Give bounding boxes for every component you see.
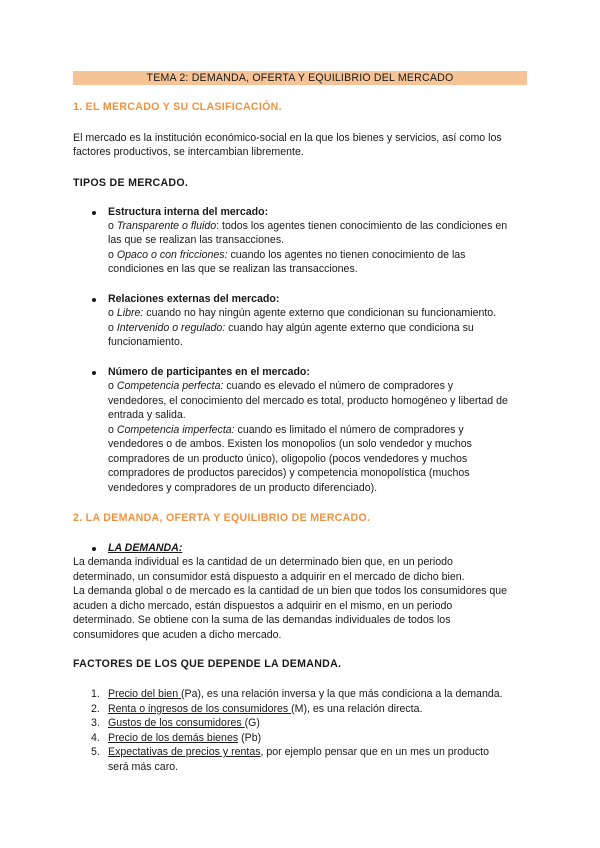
tipos-heading: TIPOS DE MERCADO. — [73, 177, 189, 189]
group3-title: Número de participantes en el mercado: — [108, 366, 310, 378]
title-bar — [73, 71, 527, 85]
factor-number: 3. — [91, 717, 100, 729]
group3-line-4: o Competencia imperfecta: cuando es limitado el número de compradores y — [108, 424, 464, 436]
intro-line-2: factores productivos, se intercambian libremente. — [73, 146, 304, 158]
bullet-icon — [92, 211, 96, 215]
section1-heading: 1. EL MERCADO Y SU CLASIFICACIÓN. — [73, 101, 282, 113]
demanda-line-6: consumidores que acuden a dicho mercado. — [73, 629, 282, 641]
factores-heading: FACTORES DE LOS QUE DEPENDE LA DEMANDA. — [73, 658, 342, 670]
factor-item-2: Renta o ingresos de los consumidores (M), es una relación directa. — [108, 703, 423, 715]
group2-line-3: funcionamiento. — [108, 336, 183, 348]
group3-line-2: vendedores, el conocimiento del mercado es total, producto homogéneo y libertad de — [108, 395, 508, 407]
group3-line-6: compradores de un producto único), oligopolio (pocos vendedores y muchos — [108, 453, 468, 465]
group1-line-3: o Opaco o con fricciones: cuando los agentes no tienen conocimiento de las — [108, 249, 466, 261]
group3-line-7: compradores de productos parecidos) y competencia monopolística (muchos — [108, 467, 470, 479]
group3-line-3: entrada y salida. — [108, 409, 186, 421]
factor-item-5-cont: será más caro. — [108, 761, 179, 773]
document-title: TEMA 2: DEMANDA, OFERTA Y EQUILIBRIO DEL MERCADO — [146, 72, 454, 84]
group2-line-1: o Libre: cuando no hay ningún agente externo que condicionan su funcionamiento. — [108, 307, 497, 319]
bullet-icon — [92, 298, 96, 302]
demanda-line-4: acuden a dicho mercado, están dispuestos a adquirir en el mismo, en un periodo — [73, 600, 453, 612]
demanda-line-3: La demanda global o de mercado es la cantidad de un bien que todos los consumidores que — [73, 585, 508, 597]
factor-item-5: Expectativas de precios y rentas, por ejemplo pensar que en un mes un producto — [108, 746, 490, 758]
group1-title: Estructura interna del mercado: — [108, 206, 269, 218]
bullet-icon — [92, 547, 96, 551]
section2-heading: 2. LA DEMANDA, OFERTA Y EQUILIBRIO DE MERCADO. — [73, 512, 371, 524]
demanda-line-2: determinado, un consumidor está dispuesto a adquirir en el mercado de dicho bien. — [73, 571, 465, 583]
factor-number: 4. — [91, 732, 100, 744]
group3-line-1: o Competencia perfecta: cuando es elevado el número de compradores y — [108, 380, 454, 392]
intro-line-1: El mercado es la institución económico-social en la que los bienes y servicios, así como los — [73, 132, 502, 144]
factor-number: 5. — [91, 746, 100, 758]
factor-number: 2. — [91, 703, 100, 715]
demanda-line-5: determinado. Se obtiene con la suma de las demandas individuales de todos los — [73, 614, 451, 626]
group1-line-2: las que se realizan las transacciones. — [108, 234, 285, 246]
demanda-label: LA DEMANDA: — [108, 542, 183, 554]
group3-line-5: vendedores o de ambos. Existen los monopolios (un solo vendedor y muchos — [108, 438, 472, 450]
factor-item-4: Precio de los demás bienes (Pb) — [108, 732, 262, 744]
group1-line-4: condiciones en las que se realizan las transacciones. — [108, 263, 358, 275]
group2-title: Relaciones externas del mercado: — [108, 293, 280, 305]
factor-item-3: Gustos de los consumidores (G) — [108, 717, 260, 729]
bullet-icon — [92, 371, 96, 375]
factor-item-1: Precio del bien (Pa), es una relación inversa y la que más condiciona a la demanda. — [108, 688, 503, 700]
factor-number: 1. — [91, 688, 100, 700]
group1-line-1: o Transparente o fluido: todos los agentes tienen conocimiento de las condiciones en — [108, 220, 508, 232]
group3-line-8: vendedores y compradores de un producto diferenciado). — [108, 482, 378, 494]
demanda-line-1: La demanda individual es la cantidad de un determinado bien que, en un periodo — [73, 556, 453, 568]
group2-line-2: o Intervenido o regulado: cuando hay algún agente externo que condiciona su — [108, 322, 474, 334]
